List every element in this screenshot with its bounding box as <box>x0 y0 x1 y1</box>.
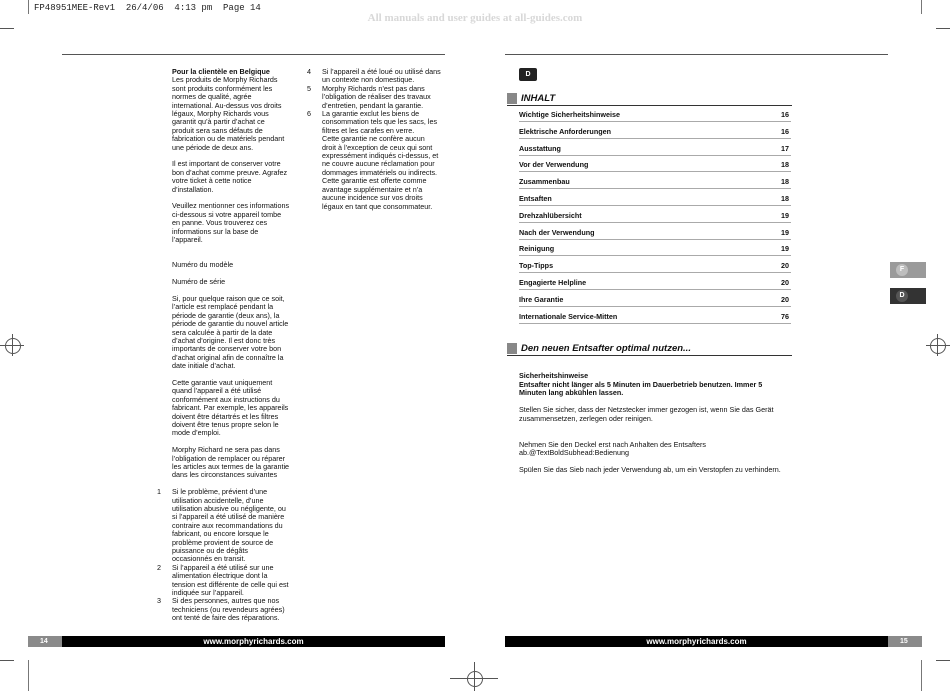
text-line: votre ticket à cette notice <box>172 176 252 186</box>
exclusion-list-2 <box>307 67 452 211</box>
list-number: 3 <box>157 596 161 606</box>
toc-divider <box>519 239 791 240</box>
text-line: doivent être détartrés et les filtres <box>172 411 279 421</box>
text-line: importants de conserver votre bon <box>172 344 282 354</box>
text-line: Cette garantie vaut uniquement <box>172 377 273 387</box>
crop-mark <box>936 28 950 29</box>
text-line: Morphy Richard ne sera pas dans <box>172 445 280 455</box>
safety-text <box>519 372 799 475</box>
text-line: Cette garantie est offerte comme <box>322 176 427 186</box>
toc-page-number: 17 <box>781 143 789 153</box>
toc-page-number: 16 <box>781 126 789 136</box>
list-item <box>157 562 312 598</box>
text-line: aucune incidence sur vos droits <box>322 193 423 203</box>
text-line: ab.@TextBoldSubhead:Bedienung <box>519 448 630 458</box>
model-number-label: Numéro du modèle <box>172 260 234 270</box>
registration-mark <box>12 334 13 356</box>
language-circle: F <box>896 264 908 276</box>
text-line: puissance ou de dégâts <box>172 546 248 556</box>
toc-divider <box>519 272 791 273</box>
page-number: 14 <box>40 638 48 645</box>
text-line: conformément aux instructions du <box>172 394 280 404</box>
text-line: ont tenté de faire des réparations. <box>172 613 280 623</box>
header-underline <box>507 355 792 356</box>
section-title: Den neuen Entsafter optimal nutzen... <box>521 343 691 354</box>
toc-page-number: 19 <box>781 210 789 220</box>
text-line: l’obligation de remplacer ou réparer <box>172 453 286 463</box>
text-line: expressément indiqués ci-dessus, et <box>322 151 439 161</box>
text-line: indiquée sur l’appareil. <box>172 588 244 598</box>
toc-page-number: 20 <box>781 294 789 304</box>
toc-entry[interactable] <box>519 312 791 326</box>
watermark: All manuals and user guides at all-guides.com <box>367 12 583 24</box>
print-header: FP48951MEE-Rev1 26/4/06 4:13 pm Page 14 <box>34 3 261 13</box>
toc-label: Entsaften <box>519 194 552 203</box>
text-line: utilisation accidentelle, d’une <box>172 495 264 505</box>
text-line: normes de qualité, agrée <box>172 92 252 102</box>
text-line: international. Au-dessus vos droits <box>172 100 282 110</box>
toc-page-number: 19 <box>781 227 789 237</box>
footer-url[interactable]: www.morphyrichards.com <box>203 637 304 646</box>
text-line: période de garantie (deux ans), la <box>172 310 280 320</box>
toc-label: Top-Tipps <box>519 261 554 271</box>
crop-mark <box>936 660 950 661</box>
toc-entry[interactable] <box>519 278 791 292</box>
info-paragraph <box>172 202 312 244</box>
toc-label: Ausstattung <box>519 143 561 153</box>
header-square <box>507 93 517 104</box>
text-line: avantage supplémentaire et n’a <box>322 184 423 194</box>
toc-entry[interactable] <box>519 244 791 258</box>
crop-mark <box>921 660 922 691</box>
toc-entry[interactable] <box>519 261 791 275</box>
list-item <box>157 487 312 564</box>
toc-page-number: 20 <box>781 261 789 271</box>
belgium-heading: Pour la clientèle en Belgique <box>172 67 270 76</box>
text-line: Si le problème, prévient d’une <box>172 487 268 497</box>
toc-page-number: 16 <box>781 110 789 119</box>
toc-label: Vor der Verwendung <box>519 160 589 170</box>
safety-warning-line: Minuten lang abkühlen lassen. <box>519 388 624 398</box>
crop-mark <box>28 660 29 691</box>
left-column-1 <box>157 67 312 623</box>
safety-heading: Sicherheitshinweise <box>519 371 589 380</box>
toc-entry[interactable] <box>519 144 791 158</box>
text-line: tension est différente de celle qui est <box>172 579 289 589</box>
safety-warning-line: Entsafter nicht länger als 5 Minuten im Dauerbetrieb benutzen. Immer 5 <box>519 379 763 389</box>
toc-divider <box>519 188 791 189</box>
text-line: période de garantie du nouvel article <box>172 319 289 329</box>
toc-label: Internationale Service-Mitten <box>519 311 618 321</box>
validity-paragraph <box>172 379 312 438</box>
list-number: 6 <box>307 109 311 119</box>
replacement-paragraph <box>172 295 312 371</box>
text-line: légaux en tant que consommateur. <box>322 201 433 211</box>
toc-label: Zusammenbau <box>519 177 570 187</box>
text-line: d’installation. <box>172 184 214 194</box>
text-line: Si, pour quelque raison que ce soit, <box>172 293 285 303</box>
text-line: fabricant, ou encore lorsque le <box>172 529 269 539</box>
crop-mark <box>0 660 14 661</box>
toc-divider <box>519 306 791 307</box>
registration-mark <box>467 671 483 687</box>
list-number: 2 <box>157 562 161 572</box>
list-item <box>157 596 312 623</box>
text-line: ne couvre aucune réclamation pour <box>322 159 435 169</box>
text-line: d’entretien, pendant la garantie. <box>322 100 424 110</box>
text-line: en panne. Vous trouverez ces <box>172 218 268 228</box>
top-rule-right <box>505 54 888 55</box>
text-line: d’achat d’origine. Il est donc très <box>172 335 276 345</box>
footer-url-bar <box>62 636 445 647</box>
text-line: zusammensetzen, zerlegen oder reinigen. <box>519 413 653 423</box>
serial-number-label: Numéro de série <box>172 277 226 287</box>
text-line: techniciens (ou revendeurs agrées) <box>172 604 285 614</box>
text-line: l’appareil. <box>172 235 203 245</box>
left-column-2 <box>307 67 452 211</box>
text-line: Nehmen Sie den Deckel erst nach Anhalten des Entsafters <box>519 439 706 449</box>
section-header <box>507 343 792 357</box>
toc-label: Nach der Verwendung <box>519 227 595 237</box>
list-number: 1 <box>157 487 161 497</box>
tab-language-f[interactable] <box>890 262 926 278</box>
toc-divider <box>519 323 791 324</box>
toc-label: Drehzahlübersicht <box>519 210 582 220</box>
text-line: bon d’achat comme preuve. Agrafez <box>172 167 288 177</box>
toc-label: Elektrische Anforderungen <box>519 126 611 136</box>
text-line: problème provient de source de <box>172 537 274 547</box>
crop-mark <box>28 0 29 14</box>
language-badge: D <box>519 68 537 81</box>
text-line: un contexte non domestique. <box>322 75 415 85</box>
toc-page-number: 76 <box>781 311 789 321</box>
intro-paragraph <box>172 76 312 152</box>
text-line: quand l’appareil a été utilisé <box>172 386 262 396</box>
crop-mark <box>921 0 922 14</box>
text-line: Morphy Richards n’est pas dans <box>322 83 425 93</box>
text-line: d’achat original afin de connaître la <box>172 352 284 362</box>
text-line: sont produits conformément les <box>172 83 273 93</box>
list-item <box>307 67 452 85</box>
text-line: produit sera sans défauts de <box>172 125 263 135</box>
exclusions-paragraph <box>172 446 312 480</box>
text-line: fabricant. Par exemple, les appareils <box>172 403 289 413</box>
toc-entry[interactable] <box>519 194 791 208</box>
list-number: 5 <box>307 83 311 93</box>
text-line: dommages immatériels ou indirects. <box>322 167 438 177</box>
toc-label: Wichtige Sicherheitshinweise <box>519 110 620 119</box>
toc-page-number: 20 <box>781 278 789 287</box>
text-line: Si l’appareil a été loué ou utilisé dans <box>322 67 441 76</box>
text-line: Spülen Sie das Sieb nach jeder Verwendung ab, um ein Verstopfen zu verhindern. <box>519 465 781 475</box>
toc-entry[interactable] <box>519 295 791 309</box>
text-line: garantit qu’à partir d’achat ce <box>172 117 265 127</box>
toc-page-number: 18 <box>781 160 789 170</box>
toc-entry[interactable] <box>519 160 791 174</box>
top-rule-left <box>62 54 445 55</box>
text-line: dans les circonstances suivantes <box>172 470 278 480</box>
text-line: doivent être tenus propre selon le <box>172 419 279 429</box>
text-line: informations sur la base de <box>172 226 259 236</box>
tab-language-d[interactable] <box>890 288 926 304</box>
text-line: fabrication ou de matériels pendant <box>172 134 285 144</box>
header-underline <box>507 105 792 106</box>
exclusion-list-1 <box>157 487 312 623</box>
toc-divider <box>519 138 791 139</box>
list-item <box>307 83 452 110</box>
text-line: ci-dessous si votre appareil tombe <box>172 209 282 219</box>
text-line: les articles aux termes de la garantie <box>172 461 290 471</box>
text-line: filtres et les carafes en verre. <box>322 125 415 135</box>
toc-divider <box>519 171 791 172</box>
crop-mark <box>0 28 14 29</box>
toc-label: Reinigung <box>519 244 555 254</box>
footer-url-bar <box>505 636 888 647</box>
text-line: Stellen Sie sicher, dass der Netzstecker immer gezogen ist, wenn Sie das Gerät <box>519 405 774 415</box>
registration-mark <box>474 662 475 691</box>
toc-entry[interactable] <box>519 127 791 141</box>
toc-label: Ihre Garantie <box>519 294 564 304</box>
toc-divider <box>519 121 791 122</box>
footer-url[interactable]: www.morphyrichards.com <box>646 637 747 646</box>
text-line: contraire aux recommandations du <box>172 520 283 530</box>
text-line: La garantie exclut les biens de <box>322 109 420 119</box>
toc-page-number: 18 <box>781 177 789 187</box>
text-line: droit à l’exception de ceux qui sont <box>322 142 433 152</box>
toc-divider <box>519 155 791 156</box>
registration-mark <box>930 338 946 354</box>
text-line: Il est important de conserver votre <box>172 159 281 169</box>
toc-divider <box>519 205 791 206</box>
text-line: Si des personnes, autres que nos <box>172 596 280 606</box>
page-number: 15 <box>900 638 908 645</box>
page-number-box <box>888 636 922 647</box>
toc-page-number: 18 <box>781 194 789 203</box>
text-line: consommation tels que les sacs, les <box>322 117 438 127</box>
header-square <box>507 343 517 354</box>
text-line: Veuillez mentionner ces informations <box>172 201 290 211</box>
text-line: l’article est remplacé pendant la <box>172 302 274 312</box>
toc-divider <box>519 289 791 290</box>
text-line: Cette garantie ne confère aucun <box>322 134 425 144</box>
text-line: légaux, Morphy Richards vous <box>172 109 269 119</box>
text-line: alimentation électrique dont la <box>172 571 268 581</box>
registration-mark <box>937 334 938 356</box>
text-line: occasionnés en transit. <box>172 554 246 564</box>
toc-page-number: 19 <box>781 244 789 254</box>
text-line: utilisation abusive ou négligente, ou <box>172 503 286 513</box>
toc-entry[interactable] <box>519 177 791 191</box>
contents-header <box>507 93 792 107</box>
text-line: une période de deux ans. <box>172 142 254 152</box>
toc-entry[interactable] <box>519 211 791 225</box>
text-line: Si l’appareil a été utilisé sur une <box>172 562 274 572</box>
text-line: sera calculée à partir de la date <box>172 327 273 337</box>
text-line: si l’appareil a été utilisé de manière <box>172 512 285 522</box>
contents-title: INHALT <box>521 93 556 104</box>
list-item <box>307 109 452 211</box>
list-number: 4 <box>307 67 311 76</box>
text-line: l’obligation de réaliser des travaux <box>322 92 431 102</box>
toc-entry[interactable] <box>519 228 791 242</box>
registration-mark <box>5 338 21 354</box>
language-circle: D <box>896 290 908 302</box>
toc-label: Engagierte Helpline <box>519 278 587 287</box>
text-line: mode d’emploi. <box>172 428 221 438</box>
toc-entry[interactable] <box>519 110 791 124</box>
text-line: Les produits de Morphy Richards <box>172 75 278 85</box>
toc-divider <box>519 255 791 256</box>
toc-divider <box>519 222 791 223</box>
receipt-paragraph <box>172 160 312 194</box>
page-number-box <box>28 636 62 647</box>
text-line: date initiale d’achat. <box>172 361 236 371</box>
registration-mark <box>926 345 950 346</box>
